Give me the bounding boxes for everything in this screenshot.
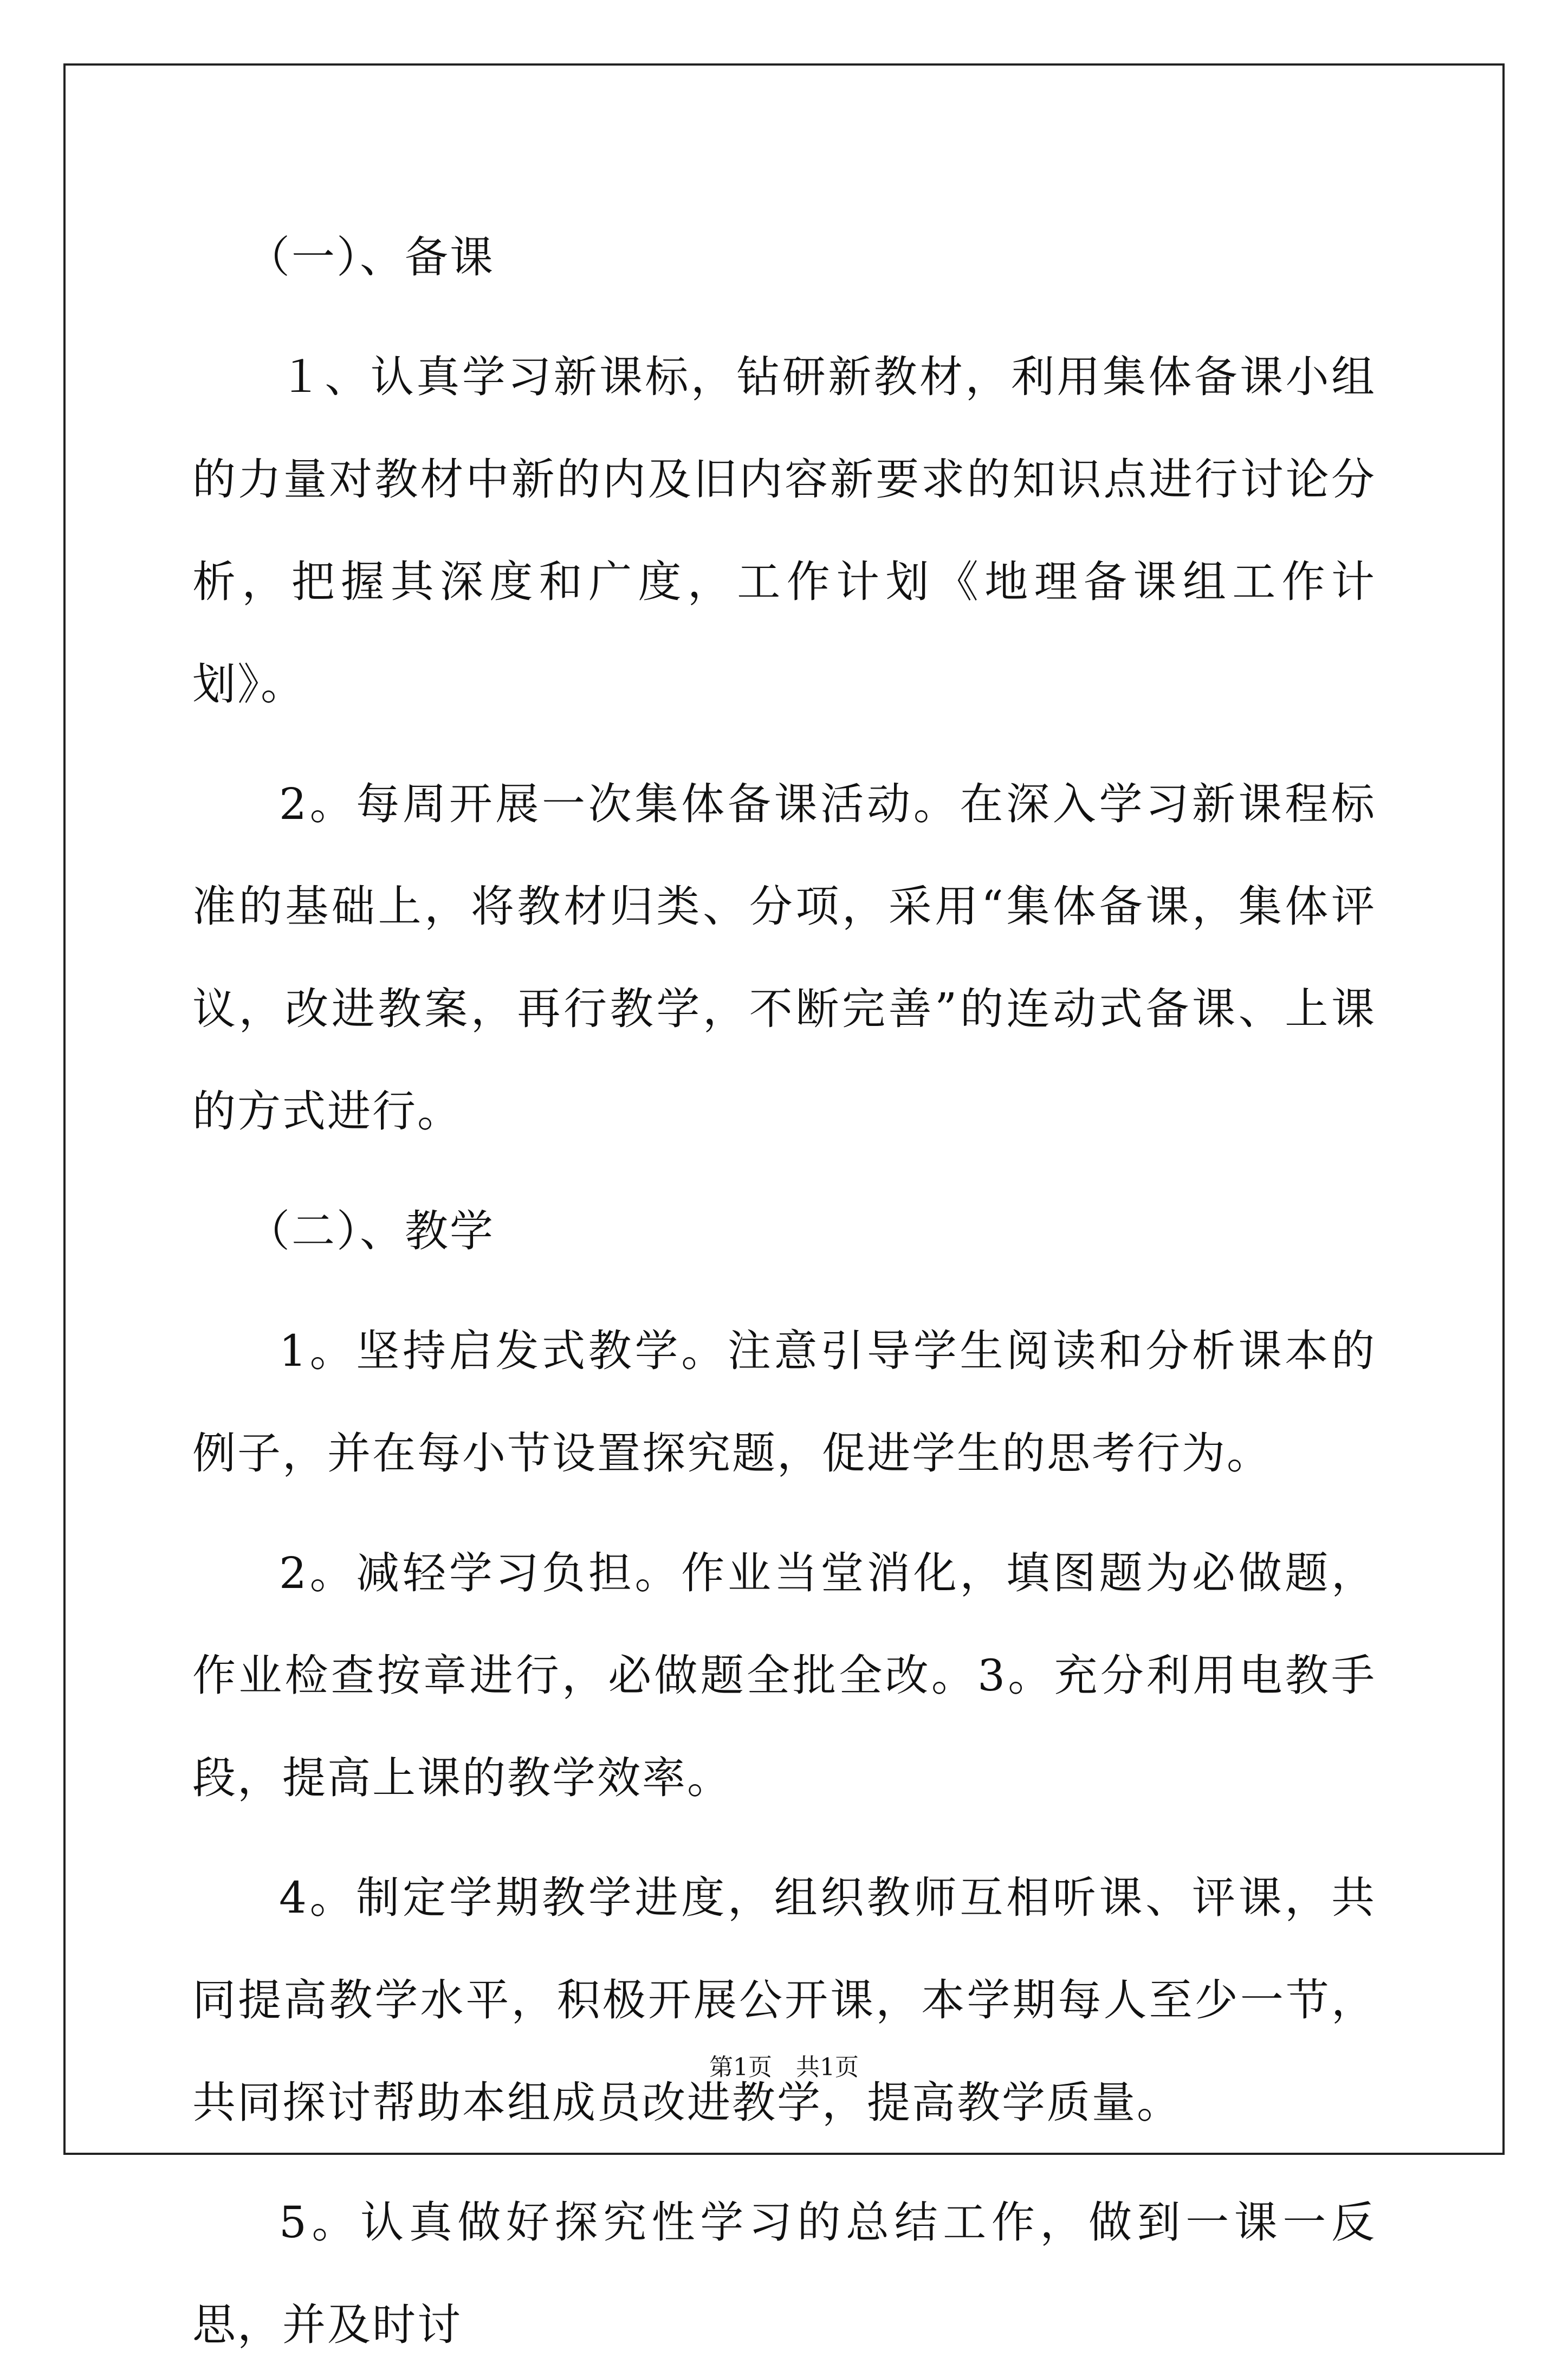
paragraph-prep-1: １、认真学习新课标，钻研新教材，利用集体备课小组的力量对教材中新的内及旧内容新要求的知识点进行讨论分析，把握其深度和广度，工作计划《地理备课组工作计划》。 — [192, 352, 1376, 709]
paragraph-prep-2: 2。每周开展一次集体备课活动。在深入学习新课程标准的基础上，将教材归类、分项，采用“集体备课，集体评议，改进教案，再行教学，不断完善”的连动式备课、上课的方式进行。 — [192, 779, 1376, 1137]
page-footer: 第1页 共1页 — [709, 2054, 859, 2081]
paragraph-teaching-4: 4。制定学期教学进度，组织教师互相听课、评课，共同提高教学水平，积极开展公开课，本学期每人至少一节，共同探讨帮助本组成员改进教学，提高教学质量。 — [192, 1873, 1376, 2128]
section-heading-prep: （一）、备课 — [247, 232, 495, 282]
paragraph-teaching-5: 5。认真做好探究性学习的总结工作，做到一课一反思，并及时讨 — [192, 2197, 1376, 2350]
paragraph-teaching-2: 2。减轻学习负担。作业当堂消化，填图题为必做题，作业检查按章进行，必做题全批全改。3。充分利用电教手段，提高上课的教学效率。 — [192, 1548, 1376, 1803]
paragraph-teaching-1: 1。坚持启发式教学。注意引导学生阅读和分析课本的例子，并在每小节设置探究题，促进学生的思考行为。 — [192, 1326, 1376, 1478]
section-heading-teaching: （二）、教学 — [247, 1206, 495, 1256]
